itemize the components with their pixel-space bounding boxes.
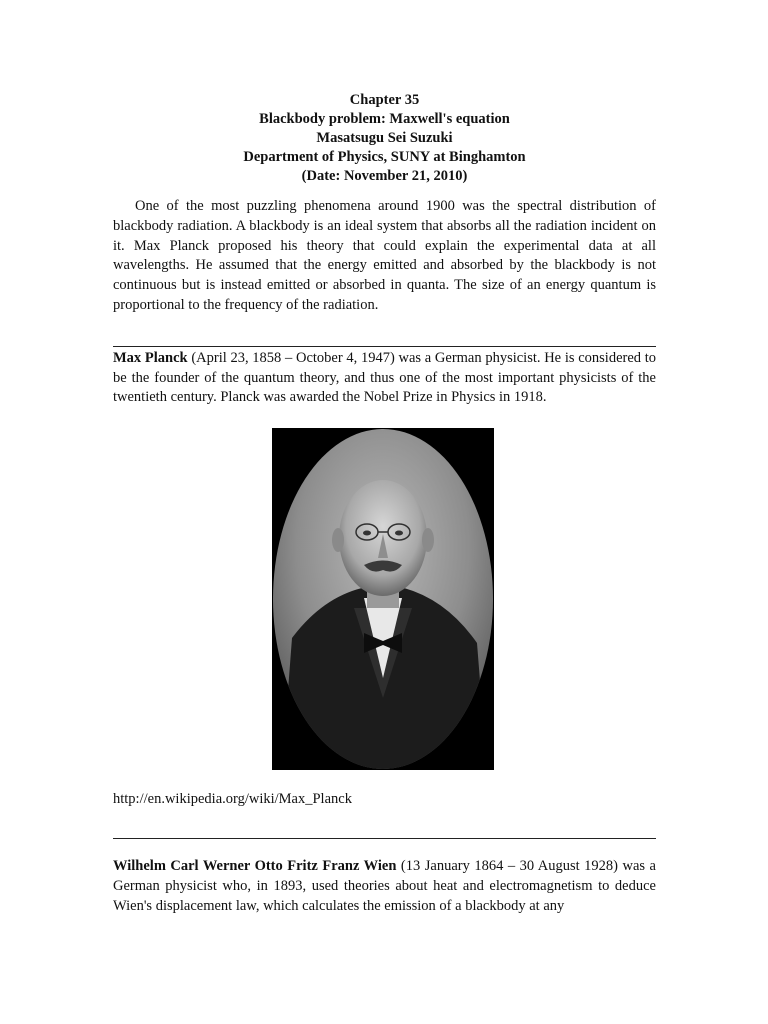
chapter-label: Chapter 35 [349, 92, 420, 108]
document-page [113, 91, 656, 917]
planck-source-link[interactable]: http://en.wikipedia.org/wiki/Max_Planck [113, 791, 352, 808]
planck-bio [113, 349, 656, 408]
section-divider [113, 346, 656, 347]
document-header [113, 91, 656, 186]
wien-name: Wilhelm Carl Werner Otto Fritz Franz Wien [113, 858, 397, 875]
document-date: (Date: November 21, 2010) [301, 168, 468, 184]
department-name: Department of Physics, SUNY at Binghamton [243, 149, 526, 165]
section-divider-2 [113, 838, 656, 839]
planck-bio-text: (April 23, 1858 – October 4, 1947) was a German physicist. He is considered to be the founder of the quantum theory, and thus one of the most important physicists of the twentieth century. Planck was awarded the Nobel Prize in Physics in 1918. [113, 349, 657, 406]
document-title: Blackbody problem: Maxwell's equation [259, 111, 510, 127]
wien-bio [113, 857, 656, 916]
author-name: Masatsugu Sei Suzuki [316, 130, 453, 146]
planck-portrait [272, 428, 494, 770]
planck-name: Max Planck [113, 349, 188, 366]
wien-bio-text: (13 January 1864 – 30 August 1928) was a German physicist who, in 1893, used theories about heat and electromagnetism to deduce Wien's displacement law, which calculates the emission of a blackbody at any [113, 858, 656, 914]
portrait-image [272, 428, 494, 770]
intro-paragraph: One of the most puzzling phenomena around 1900 was the spectral distribution of blackbody radiation. A blackbody is an ideal system that absorbs all the radiation incident on it. Max Planck proposed his theory that could explain the experimental data at all wavelengths. He assumed that the energy emitted and absorbed by the blackbody is not continuous but is instead emitted or absorbed in quanta. The size of an energy quantum is proportional to the frequency of the radiation. [113, 198, 656, 313]
